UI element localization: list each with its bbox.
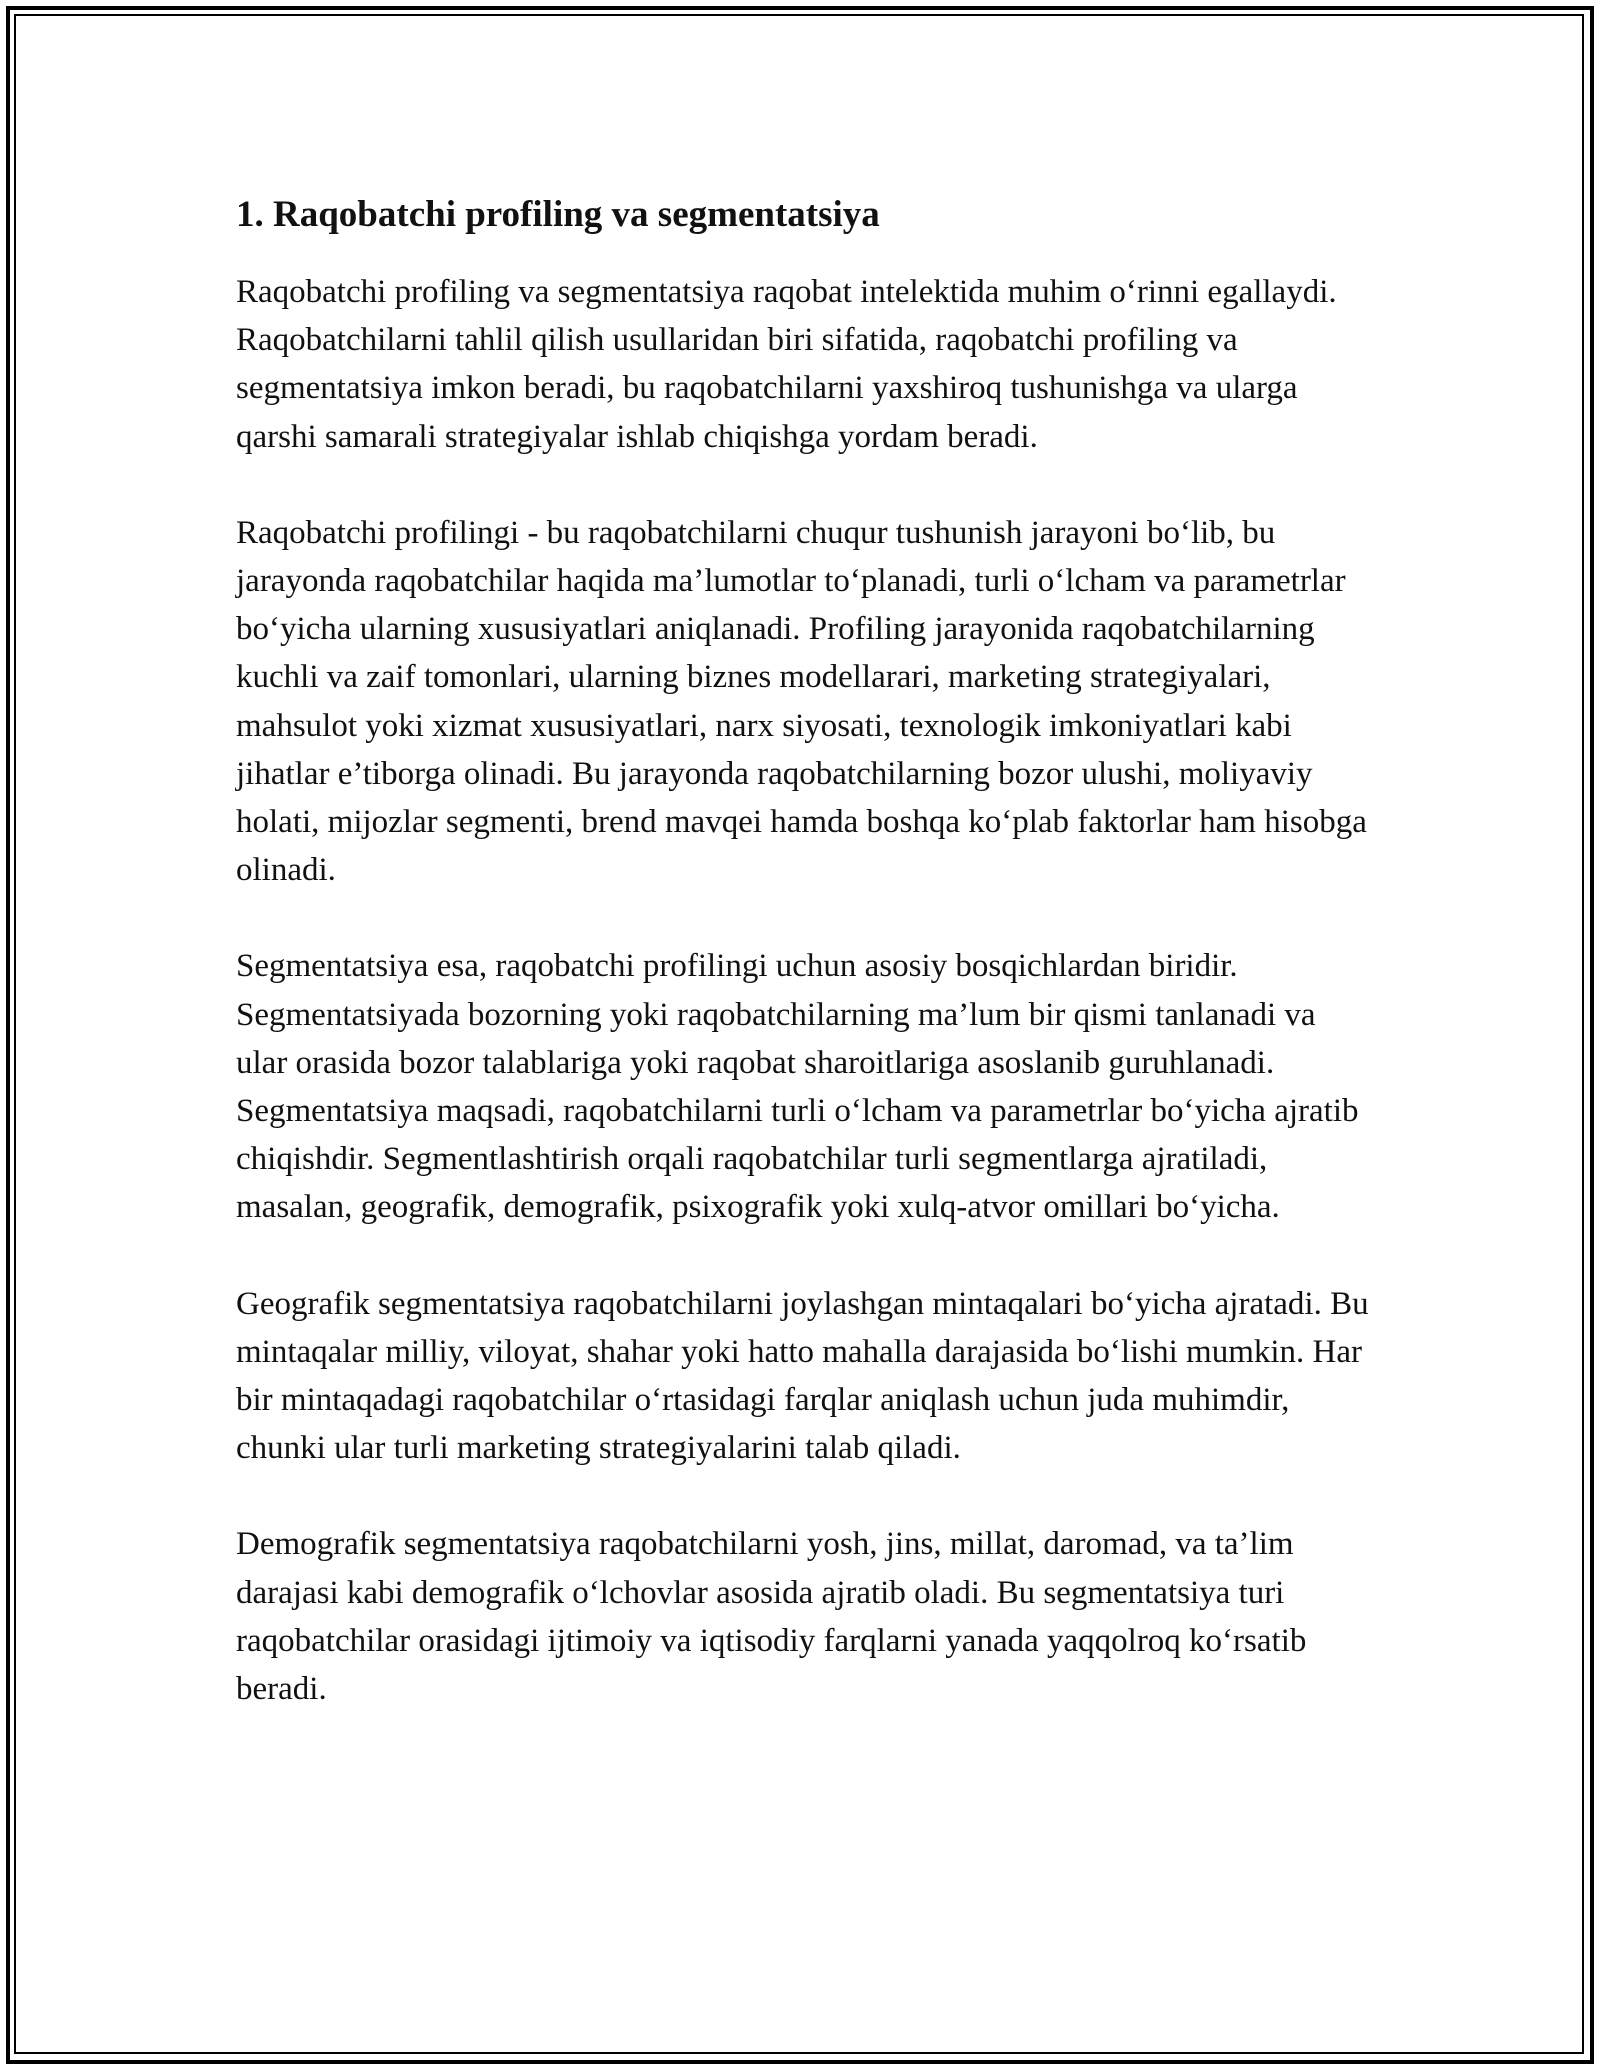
paragraph-intro: Raqobatchi profiling va segmentatsiya raqobat intelektida muhim o‘rinni egallaydi. Raqobatchilarni tahlil qilish usullaridan biri sifatida, raqobatchi profiling va segmentatsiya imkon beradi, bu raqobatchilarni yaxshiroq tushunishga va ularga qarshi samarali strategiyalar ishlab chiqishga yordam beradi. — [236, 274, 1337, 455]
document-body — [236, 186, 1371, 1713]
paragraph-geographic: Geografik segmentatsiya raqobatchilarni joylashgan mintaqalari bo‘yicha ajratadi. Bu mintaqalar milliy, viloyat, shahar yoki hatto mahalla darajasida bo‘lishi mumkin. Har bir mintaqadagi raqobatchilar o‘rtasidagi farqlar aniqlash uchun juda muhimdir, chunki ular turli marketing strategiyalarini talab qiladi. — [236, 1285, 1369, 1467]
paragraph-segmentation: Segmentatsiya esa, raqobatchi profilingi uchun asosiy bosqichlardan biridir. Segmentatsiyada bozorning yoki raqobatchilarning ma’lum bir qismi tanlanadi va ular orasida bozor talablariga yoki raqobat sharoitlariga asoslanib guruhlanadi. Segmentatsiya maqsadi, raqobatchilarni turli o‘lcham va parametrlar bo‘yicha ajratib chiqishdir. Segmentlashtirish orqali raqobatchilar turli segmentlarga ajratiladi, masalan, geografik, demografik, psixografik yoki xulq-atvor omillari bo‘yicha. — [236, 948, 1359, 1226]
paragraph-demographic: Demografik segmentatsiya raqobatchilarni yosh, jins, millat, daromad, va ta’lim darajasi kabi demografik o‘lchovlar asosida ajratib oladi. Bu segmentatsiya turi raqobatchilar orasidagi ijtimoiy va iqtisodiy farqlarni yanada yaqqolroq ko‘rsatib beradi. — [236, 1526, 1307, 1708]
section-heading: 1. Raqobatchi profiling va segmentatsiya — [236, 194, 880, 235]
paragraph-profiling: Raqobatchi profilingi - bu raqobatchilarni chuqur tushunish jarayoni bo‘lib, bu jarayonda raqobatchilar haqida ma’lumotlar to‘planadi, turli o‘lcham va parametrlar bo‘yicha ularning xususiyatlari aniqlanadi. Profiling jarayonida raqobatchilarning kuchli va zaif tomonlari, ularning biznes modellarari, marketing strategiyalari, mahsulot yoki xizmat xususiyatlari, narx siyosati, texnologik imkoniyatlari kabi jihatlar e’tiborga olinadi. Bu jarayonda raqobatchilarning bozor ulushi, moliyaviy holati, mijozlar segmenti, brend mavqei hamda boshqa ko‘plab faktorlar ham hisobga olinadi. — [236, 514, 1367, 889]
